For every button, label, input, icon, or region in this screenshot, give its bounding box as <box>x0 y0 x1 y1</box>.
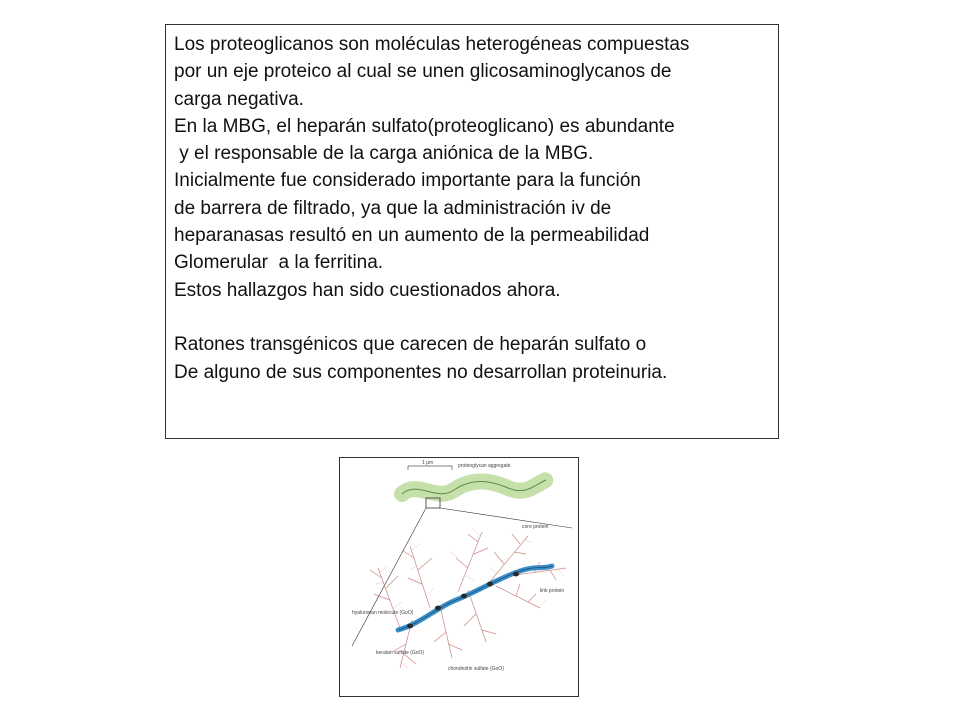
hyaluronan-label: hyaluronan molecule (GoO) <box>352 610 414 616</box>
proteoglycan-figure <box>339 457 579 697</box>
text-line: De alguno de sus componentes no desarrollan proteinuria. <box>174 361 668 383</box>
gag-branches <box>370 532 566 668</box>
keratan-sulfate-label: keratan sulfate (GoO) <box>376 650 425 656</box>
aggregate-label: proteoglycan aggregate <box>458 463 511 469</box>
text-line: carga negativa. <box>174 88 304 110</box>
text-line: Estos hallazgos han sido cuestionados ahora. <box>174 279 561 301</box>
blank-line <box>174 304 770 331</box>
scale-bracket <box>408 466 452 470</box>
text-line: Los proteoglicanos son moléculas heterogéneas compuestas <box>174 34 690 55</box>
proteoglycan-diagram <box>340 458 578 696</box>
text-line: heparanasas resultó en un aumento de la permeabilidad <box>174 225 650 247</box>
zoom-line-right <box>440 508 572 528</box>
chondroitin-sulfate-label: chondroitin sulfate (GoO) <box>448 666 504 672</box>
text-line: y el responsable de la carga aniónica de la MBG. <box>174 143 594 165</box>
link-protein-label: link protein <box>540 588 565 594</box>
text-line: por un eje proteico al cual se unen glicosaminoglycanos de <box>174 61 672 83</box>
text-line: Ratones transgénicos que carecen de heparán sulfato o <box>174 334 647 356</box>
scale-label: 1 μm <box>422 460 434 466</box>
core-protein-label: core protein <box>522 524 549 530</box>
text-line: Inicialmente fue considerado importante para la función <box>174 170 641 192</box>
text-line: de barrera de filtrado, ya que la administración iv de <box>174 197 612 219</box>
text-box <box>165 24 779 439</box>
text-line: Glomerular a la ferritina. <box>174 252 384 274</box>
text-line: En la MBG, el heparán sulfato(proteoglicano) es abundante <box>174 115 675 137</box>
hyaluronan-backbone <box>398 566 552 630</box>
